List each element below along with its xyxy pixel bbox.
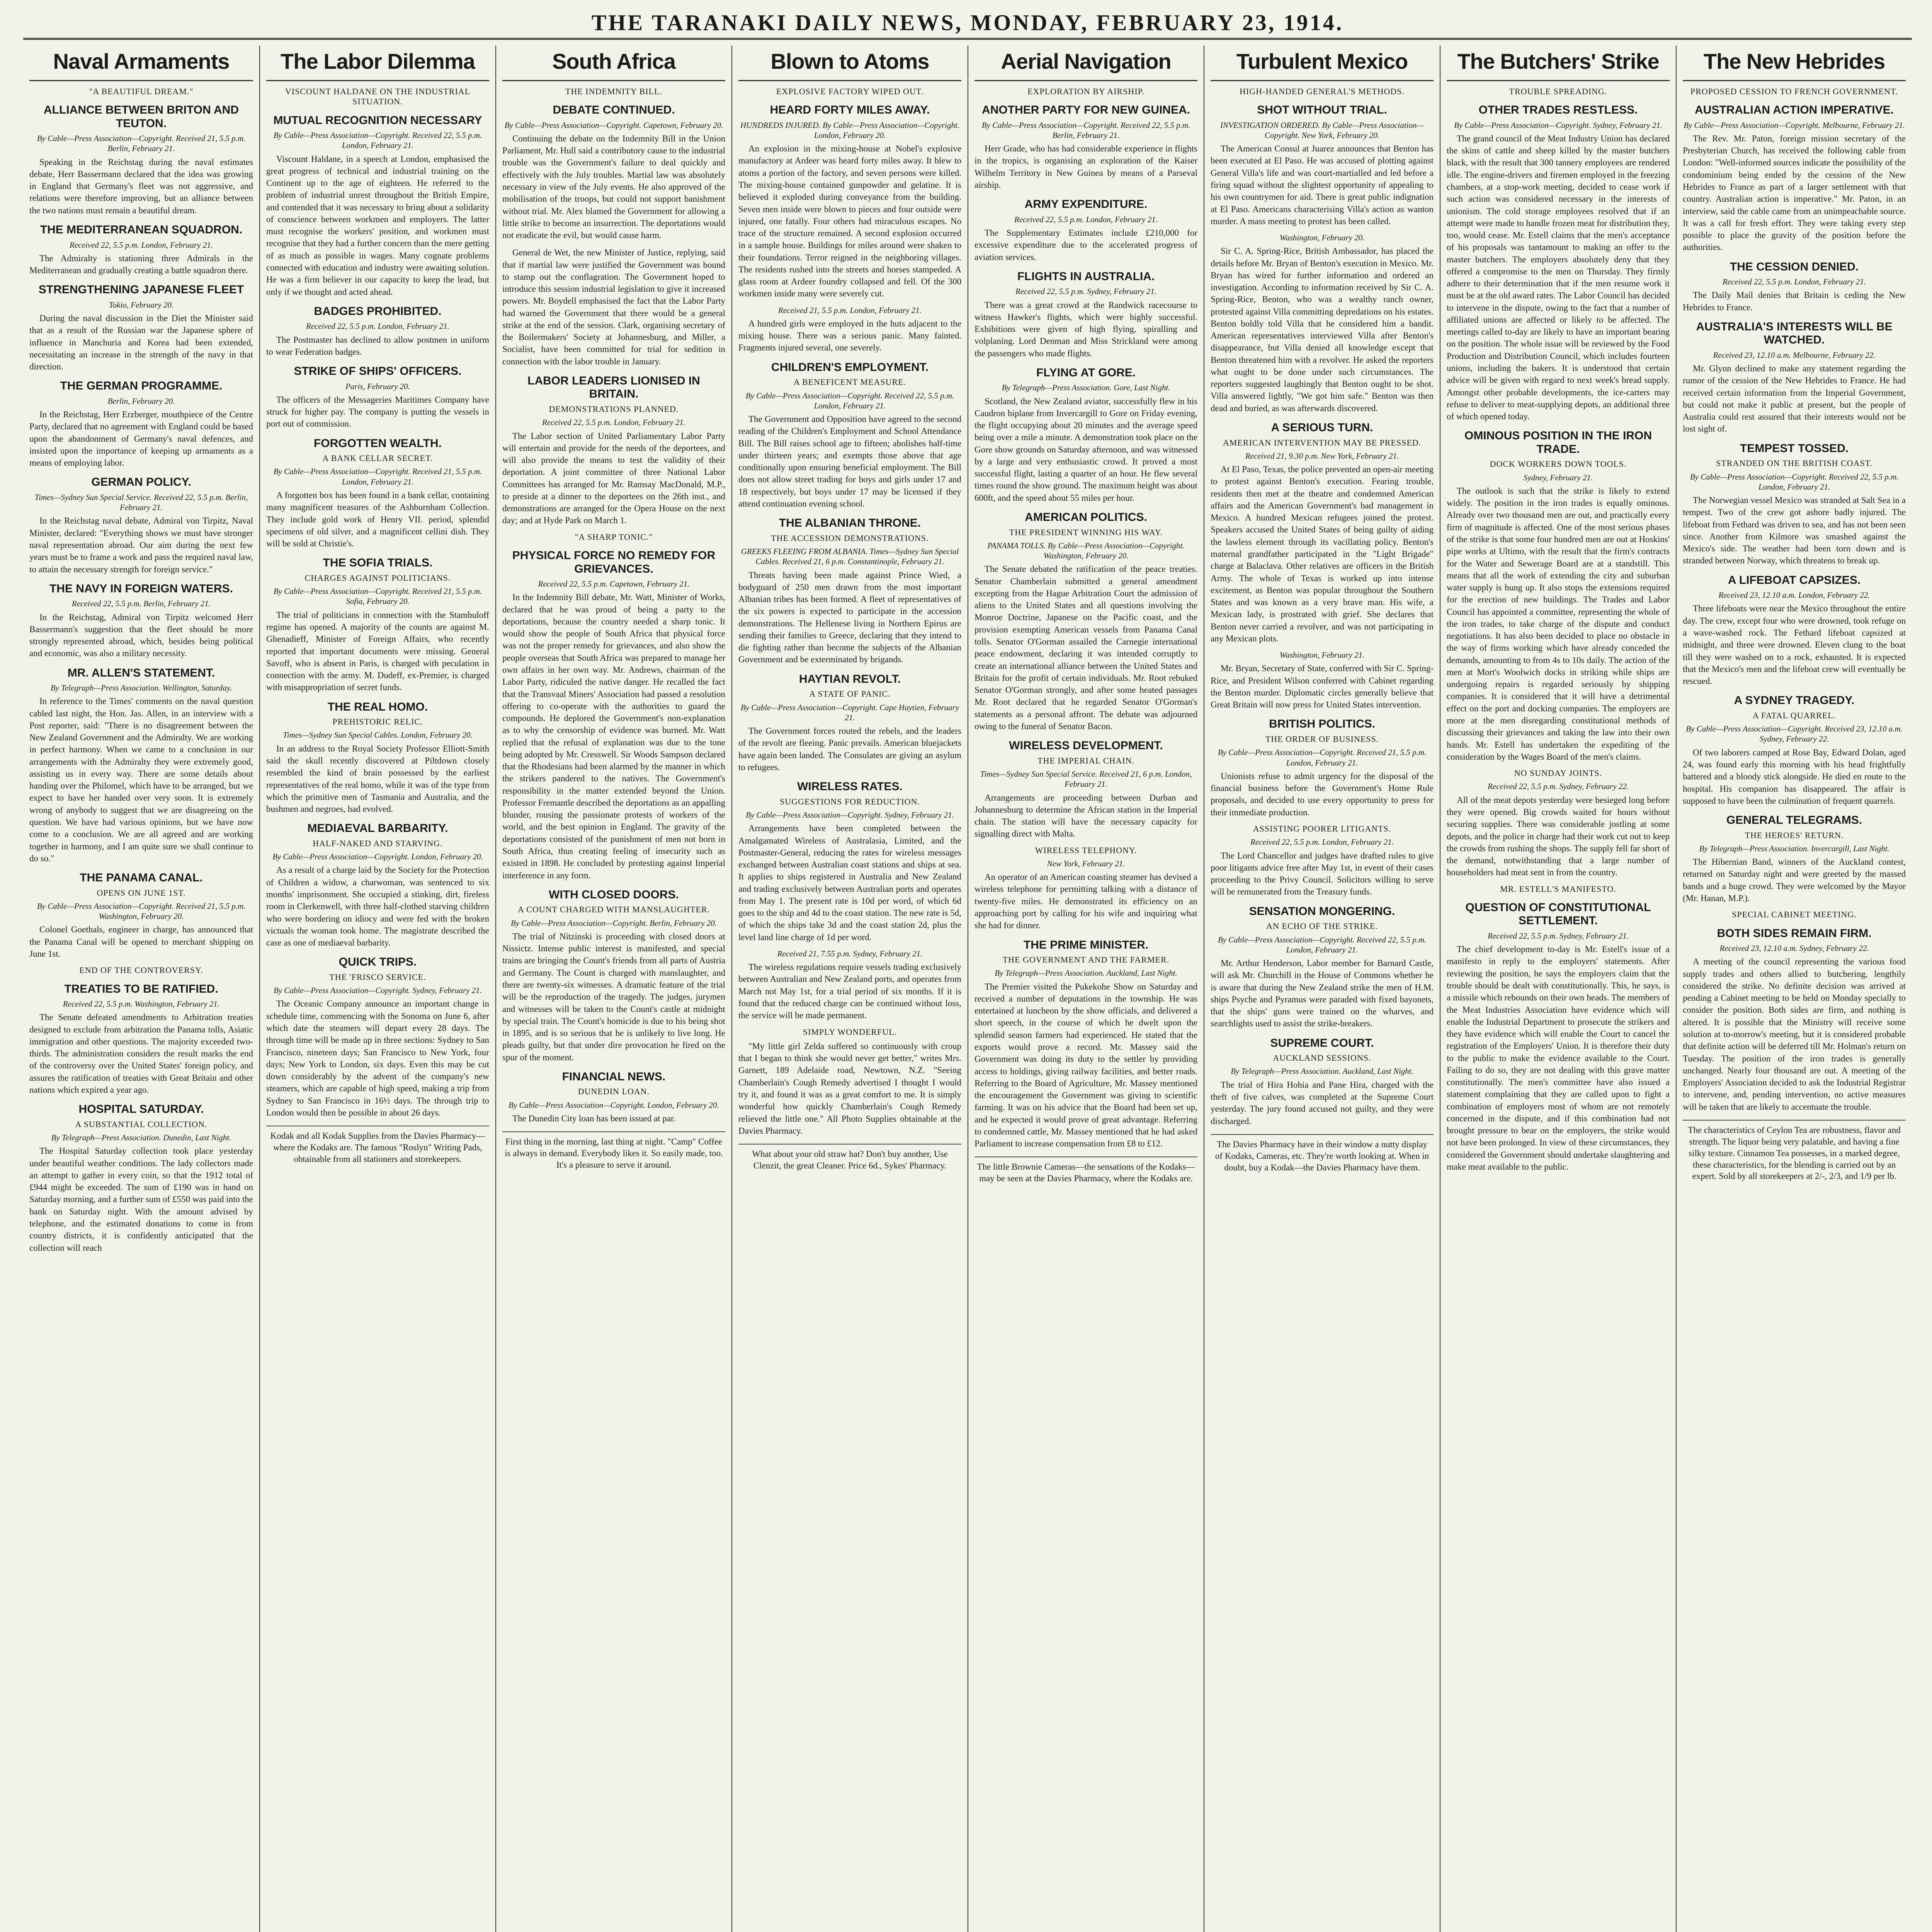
article-subhead: EXPLOSIVE FACTORY WIPED OUT. <box>776 86 924 96</box>
article <box>266 437 489 550</box>
article-headline: AMERICAN POLITICS. <box>1025 511 1147 524</box>
article-dateline: By Cable—Press Association—Copyright. Capetown, February 20. <box>504 120 723 130</box>
article-body: Sir C. A. Spring-Rice, British Ambassador, has placed the details before Mr. Bryan of Benton's execution in Mexico. Mr. Bryan has wired for further information and ordered an investigation. According to information received by Sir C. A. Spring-Rice, Benton, who was a wealthy ranch owner, protested against Villa committing depredations on his estates. Benton boldly told Villa that he considered him a bandit. American representatives interviewed Villa after Benton's disappearance, but Villa denied all knowledge except that Benton threatened him with a revolver. He asked the reporters what ought to be done under such circumstances. The reporters suggested laughingly that Benton ought to be shot. Villa answered lightly, "We got him safe." Benton was then dead and buried, as was afterwards discovered. <box>1211 246 1434 413</box>
article-dateline: By Cable—Press Association—Copyright. Cape Haytien, February 21. <box>740 702 959 722</box>
column-turbulent-mexico <box>1204 46 1440 1932</box>
article <box>1683 442 1906 567</box>
article-body: Scotland, the New Zealand aviator, successfully flew in his Caudron biplane from Invercargill to Gore on Friday evening, the flight occupying about 20 minutes and the average speed being over a mile a minute. A demonstration took place on the Gore show grounds on Saturday afternoon, and was witnessed by a large and very enthusiastic crowd. It proved a most successful flight, lasting a quarter of an hour. He flew several times round the show ground. The maximum height was about 600ft, and the speed about 55 miles per hour. <box>975 396 1197 503</box>
article-headline: MUTUAL RECOGNITION NECESSARY <box>273 114 482 127</box>
article-subhead: SUGGESTIONS FOR REDUCTION. <box>780 796 920 806</box>
article-subhead: ASSISTING POORER LITIGANTS. <box>1253 823 1391 833</box>
article-dateline: By Cable—Press Association—Copyright. Received 21, 5.5 p.m. Berlin, February 21. <box>37 134 246 153</box>
article-subhead: NO SUNDAY JOINTS. <box>1514 768 1602 778</box>
article-body: The officers of the Messageries Maritimes Company have struck for higher pay. The company is putting the vessels in port out of commission. <box>266 395 489 429</box>
article-headline: THE GERMAN PROGRAMME. <box>60 379 223 393</box>
article <box>1683 694 1906 807</box>
article-headline: FLYING AT GORE. <box>1036 366 1136 379</box>
article-dateline: By Cable—Press Association—Copyright. London, February 20. <box>509 1100 719 1110</box>
article-subhead: MR. ESTELL'S MANIFESTO. <box>1500 884 1616 894</box>
article <box>502 1070 725 1124</box>
article <box>29 965 253 1096</box>
article <box>266 701 489 815</box>
advertisement: The characteristics of Ceylon Tea are robustness, flavor and strength. The liquor being very palatable, and having a fine silky texture. Cinnamon Tea possesses, in a marked degree, these characteristics, for the blending is carried out by an expert. Sold by all storekeepers at 2/-, 2/3, and 1/9 per lb. <box>1683 1120 1906 1186</box>
article-dateline: Received 23, 12.10 a.m. London, February 22. <box>1718 590 1870 600</box>
article-body: The Lord Chancellor and judges have drafted rules to give poor litigants advice free after May 1st, in event of their cases proceeding to the Privy Council. Solicitors willing to serve will be remunerated from the Treasury funds. <box>1211 850 1434 897</box>
article-body: The trial of Nitzinski is proceeding with closed doors at Nissictz. Intense public interest is manifested, and special trains are bringing the Count's friends from all parts of Austria and Germany. The Count is charged with manslaughter, and there are twenty-six witnesses. A dramatic feature of the trial will be the reproduction of the tragedy. The judges, jurymen and witnesses will be taken to the Count's castle at midnight by special train. The Count's homicide is due to his being shot in 1895, and is so serious that he is unlikely to live long. He pleads guilty, but that under dire provocation he fired on the spur of the moment. <box>502 931 725 1062</box>
article-dateline: By Cable—Press Association—Copyright. Sydney, February 21. <box>746 810 954 820</box>
column-blown-to-atoms <box>731 46 968 1932</box>
article <box>1211 1037 1434 1127</box>
article-headline: HEARD FORTY MILES AWAY. <box>770 104 930 117</box>
article-body: The trial of Hira Hohia and Pane Hira, charged with the theft of five calves, was completed at the Supreme Court yesterday. The jury found accused not guilty, and they were discharged. <box>1211 1080 1434 1126</box>
article-subhead: THE GOVERNMENT AND THE FARMER. <box>1002 955 1170 965</box>
article-headline: AUSTRALIAN ACTION IMPERATIVE. <box>1695 104 1894 117</box>
article-body: As a result of a charge laid by the Society for the Protection of Children a widow, a charwoman, was sentenced to six months' imprisonment. She occupied a stinking, dirt, fireless room in Clerkenwell, with three half-clothed starving children who were bordering on idiocy and were fed with the broken victuals the woman took home. The magistrate described the case as one of mediaeval barbarity. <box>266 865 489 948</box>
article-dateline: By Cable—Press Association—Copyright. Received 22, 5.5 p.m. Berlin, February 21. <box>981 120 1190 140</box>
article-subhead: "A SHARP TONIC." <box>575 532 653 542</box>
article-body: In an address to the Royal Society Professor Elliott-Smith said the skull recently discovered at Piltdown closely resembled the kind of brain possessed by the earliest representatives of the real homo, while it was of the type from which the primitive men of Tasmania and Australia, and the bushmen and negroes, had evolved. <box>266 743 489 814</box>
article-subhead: SIMPLY WONDERFUL. <box>803 1027 897 1037</box>
article-dateline: HUNDREDS INJURED. By Cable—Press Association—Copyright. London, February 20. <box>740 120 959 140</box>
advertisement: The little Brownie Cameras—the sensations of the Kodaks—may be seen at the Davies Pharmacy, where the Kodaks are. <box>975 1156 1197 1188</box>
article-dateline: By Telegraph—Press Association. Invercargill, Last Night. <box>1699 844 1889 853</box>
article <box>738 673 961 773</box>
article-headline: BRITISH POLITICS. <box>1269 718 1375 731</box>
article <box>1683 574 1906 687</box>
article-subhead: DOCK WORKERS DOWN TOOLS. <box>1490 459 1627 469</box>
article-headline: A SYDNEY TRAGEDY. <box>1734 694 1855 707</box>
article <box>502 247 725 367</box>
article-dateline: Washington, February 21. <box>1279 650 1365 660</box>
article-dateline: By Cable—Press Association—Copyright. London, February 20. <box>272 852 483 862</box>
article-body: An operator of an American coasting steamer has devised a wireless telephone for permitting talking with a distance of twenty-five miles. He demonstrated its efficiency on an approaching port by calling for his wife and inquiring what she had for dinner. <box>975 872 1197 930</box>
article-dateline: Sydney, February 21. <box>1523 473 1593 482</box>
article-headline: TEMPEST TOSSED. <box>1740 442 1849 455</box>
article <box>975 845 1197 932</box>
article <box>738 949 961 1022</box>
article <box>975 366 1197 504</box>
article <box>29 87 253 216</box>
article-body: Mr. Arthur Henderson, Labor member for Barnard Castle, will ask Mr. Churchill in the House of Commons whether he is aware that during the New Zealand strike the men of H.M. ships Psyche and Pyramus were paraded with fixed bayonets, that the ships' guns were trained on the wharves, and searchlights used to assist the strike-breakers. <box>1211 958 1434 1029</box>
article-body: A meeting of the council representing the various food supply trades and others allied to butchering, lengthily considered the strike. No definite decision was arrived at pending a Cabinet meeting to be held on Monday specially to consider the position. Both sides are firm, and nothing is altered. It is possible that the Ministry will receive some solution at to-morrow's meeting, but it is considered probable that definite action will be deferred till Mr. Holman's return on Tuesday. The position of the iron trades is generally unchanged. Nearly four thousand are out. A meeting of the Employers' Association decided to ask the Industrial Registrar to intervene, and, pending intervention, no active measures will be taken that are likely to accentuate the trouble. <box>1683 957 1906 1112</box>
article-body: The Norwegian vessel Mexico was stranded at Salt Sea in a tempest. Two of the crew got ashore badly injured. The lifeboat from Fethard was driven to sea, and has not been seen since. Another from Kilmore was smashed against the Mexico's side. The weather had been torn down and is stranded between Norway, which threatens to break up. <box>1683 495 1906 566</box>
article <box>1211 233 1434 414</box>
article-dateline: Received 22, 5.5 p.m. Berlin, February 21. <box>71 599 211 609</box>
article <box>502 87 725 242</box>
article-headline: BADGES PROHIBITED. <box>314 304 442 318</box>
article-body: Unionists refuse to admit urgency for the disposal of the financial business before the Government's Home Rule proposals, and decided to use every opportunity to press for their immediate production. <box>1211 771 1434 817</box>
article-body: Colonel Goethals, engineer in charge, has announced that the Panama Canal will be opened to merchant shipping on June 1st. <box>29 925 253 959</box>
article-headline: GERMAN POLICY. <box>91 476 191 489</box>
article-subhead: OPENS ON JUNE 1ST. <box>97 888 186 898</box>
article-dateline: INVESTIGATION ORDERED. By Cable—Press Association—Copyright. New York, February 20. <box>1220 120 1424 140</box>
article-body: Herr Grade, who has had considerable experience in flights in the tropics, is organising an exploration of the Kaiser Wilhelm Territory in New Guinea by means of a Parseval airship. <box>975 144 1197 190</box>
article-dateline: Received 21, 9.30 p.m. New York, February 21. <box>1245 451 1399 461</box>
article <box>975 739 1197 840</box>
article-body: In the Reichstag naval debate, Admiral von Tirpitz, Naval Minister, declared: "Everything shows we must have stronger naval representation abroad. Our aim during the next few years must be to frame a work and pass the required naval law, to attain the necessary strength for foreign service." <box>29 516 253 574</box>
article-subhead: A BENEFICENT MEASURE. <box>793 377 906 387</box>
article-subhead: WIRELESS TELEPHONY. <box>1035 845 1137 855</box>
article <box>266 556 489 693</box>
article-body: Threats having been made against Prince Wied, a bodyguard of 250 men drawn from the most important Albanian tribes has been formed. A fleet of representatives of the six powers is expected to participate in the accession demonstrations. The Hellenese living in Northern Epirus are sending their families to Greece, declaring that they intend to die fighting rather than become the subjects of the Albanian Government and be exterminated by brigands. <box>738 570 961 665</box>
article-body: The Premier visited the Pukekohe Show on Saturday and received a number of deputations in the township. He was entertained at luncheon by the show officials, and delivered a short speech, in the course of which he dwelt upon the splendid season farmers had experienced. He stated that the exports would prove a record. Mr. Massey said the Government was doing its duty to the settler by providing access to holdings, giving railway facilities, and better roads. Referring to the Board of Agriculture, Mr. Massey mentioned the encouragement the Government was giving to scientific farming. It was on his advice that the Board had been set up, and he expected it would prove of great advantage. Referring to condemned cattle, Mr. Massey mentioned that he had asked Parliament to increase compensation from £8 to £12. <box>975 981 1197 1149</box>
article <box>1211 718 1434 818</box>
article-body: Mr. Bryan, Secretary of State, conferred with Sir C. Spring-Rice, and President Wilson conferred with Cabinet regarding the Benton murder. Diplomatic circles generally believe that Great Britain will now press for United States intervention. <box>1211 663 1434 710</box>
article-headline: WIRELESS DEVELOPMENT. <box>1009 739 1163 752</box>
article <box>266 305 489 358</box>
article-dateline: By Cable—Press Association—Copyright. Received 22, 5.5 p.m. London, February 21. <box>745 391 954 410</box>
article-dateline: Received 22, 5.5 p.m. London, February 21. <box>1014 214 1158 224</box>
article-dateline: By Telegraph—Press Association. Wellington, Saturday. <box>50 683 232 693</box>
article <box>266 365 489 430</box>
article-subhead: AUCKLAND SESSIONS. <box>1273 1053 1371 1063</box>
article-dateline: Received 22, 5.5 p.m. Sydney, February 21. <box>1487 931 1629 940</box>
article-headline: QUICK TRIPS. <box>338 956 417 969</box>
article-subhead: THE INDEMNITY BILL. <box>565 86 662 96</box>
article-subhead: THE 'FRISCO SERVICE. <box>329 972 426 982</box>
article <box>29 582 253 660</box>
article-subhead: THE IMPERIAL CHAIN. <box>1037 755 1134 765</box>
article <box>1211 87 1434 227</box>
advertisement: What about your old straw hat? Don't buy another, Use Clenzit, the great Cleaner. Price 6d., Sykes' Pharmacy. <box>738 1144 961 1175</box>
article-dateline: Received 22, 5.5 p.m. London, February 21. <box>1723 277 1866 287</box>
article <box>1211 824 1434 898</box>
article-dateline: Berlin, February 20. <box>107 396 175 406</box>
article <box>266 956 489 1119</box>
article <box>1211 905 1434 1030</box>
article-dateline: By Telegraph—Press Association. Auckland, Last Night. <box>995 968 1177 978</box>
article-body: The American Consul at Juarez announces that Benton has been executed at El Paso. He was accused of plotting against General Villa's life and was court-martialled and led before a firing squad without the slightest opportunity of appealing to his own countrymen for aid. There is great public indignation at El Paso. Americans characterising Villa's action as wanton murder. A mass meeting to protest has been called. <box>1211 144 1434 226</box>
article-dateline: Received 21, 5.5 p.m. London, February 21. <box>778 305 922 315</box>
article-headline: FLIGHTS IN AUSTRALIA. <box>1017 270 1155 283</box>
article-subhead: PROPOSED CESSION TO FRENCH GOVERNMENT. <box>1690 86 1898 96</box>
column-heading: Turbulent Mexico <box>1211 46 1434 81</box>
article-headline: BOTH SIDES REMAIN FIRM. <box>1717 927 1872 940</box>
article-dateline: By Cable—Press Association—Copyright. Sydney, February 21. <box>274 986 482 995</box>
article-subhead: PREHISTORIC RELIC. <box>332 717 423 727</box>
column-butchers-strike <box>1440 46 1676 1932</box>
article-dateline: Times—Sydney Sun Special Service. Received 22, 5.5 p.m. Berlin, February 21. <box>34 492 248 512</box>
article-headline: LABOR LEADERS LIONISED IN BRITAIN. <box>527 374 700 401</box>
article-headline: SHOT WITHOUT TRIAL. <box>1257 104 1387 117</box>
column-heading: The New Hebrides <box>1683 46 1906 81</box>
article-headline: MR. ALLEN'S STATEMENT. <box>67 666 215 679</box>
article <box>1447 768 1670 879</box>
article-headline: ARMY EXPENDITURE. <box>1024 198 1148 211</box>
article-body: All of the meat depots yesterday were besieged long before they were opened. Big crowds waited for hours without securing supplies. There was considerable jostling at some depots, and the police in charge had their work cut out to keep the crowds from rushing the shops. The supply fell far short of the demand, notwithstanding that a large number of householders had meat sent in from the country. <box>1447 795 1670 878</box>
advertisement: The Davies Pharmacy have in their window a nutty display of Kodaks, Cameras, etc. They're worth looking at. When in doubt, buy a Kodak—the Davies Pharmacy have them. <box>1211 1134 1434 1177</box>
article-headline: WITH CLOSED DOORS. <box>549 888 679 901</box>
column-south-africa <box>495 46 731 1932</box>
article-body: During the naval discussion in the Diet the Minister said that as a result of the Russian war the Japanese sphere of influence in Manchuria and Korea had been extended, necessitating an increase in the strength of the navy in that direction. <box>29 313 253 372</box>
article <box>738 780 961 943</box>
article-subhead: DEMONSTRATIONS PLANNED. <box>549 404 679 414</box>
article-body: Of two laborers camped at Rose Bay, Edward Dolan, aged 24, was found early this morning with his head frightfully battered and a bloody stick alongside. He died en route to the hospital. His companion has disappeared. The affair is supposed to have been the culmination of frequent quarrels. <box>1683 747 1906 806</box>
article-body: Speaking in the Reichstag during the naval estimates debate, Herr Bassermann declared that the idea was growing in England that Germany's fleet was not aggressive, and relations were therefore improving, but an alliance between the two nations must remain a beautiful dream. <box>29 157 253 215</box>
article-dateline: By Cable—Press Association—Copyright. Received 21, 5.5 p.m. London, February 21. <box>273 467 482 486</box>
article-dateline: By Cable—Press Association—Copyright. Received 21, 5.5 p.m. Sofia, February 20. <box>273 587 482 606</box>
article-body: The outlook is such that the strike is likely to extend widely. The position in the iron trades is equally ominous. Already over two thousand men are out, and practically every firm of magnitude is affected. One of the most serious phases of the strike is that some four hundred men are out at Hoskins' pipe works at Ultimo, with the result that the firm's contracts for the Water and Sewerage Board are at a standstill. This means that all the work of extending the city and suburban water supply is hung up. It also stops the extensions required for the erection of new buildings. The Trades and Labor Council has appointed a committee, representing the whole of the iron trades, to take charge of the dispute and conduct negotiations. It has also been decided to place no obstacle in the way of firms working which have already conceded the demands, amounting to from 4s to 10s daily. The action of the men at Mort's Woolwich docks in striking while ships are undergoing repairs is regarded seriously by shipping companies. It is considered that it will have a detrimental effect on the port and docking companies. The employers are more at the men disregarding constitutional methods of discussing their grievances and taking the law into their own hands. Mr. Estell has undertaken the expediting of the consideration by the Wages Board of the men's claims. <box>1447 486 1670 762</box>
article-body: In reference to the Times' comments on the naval question cabled last night, the Hon. Jas. Allen, in an interview with a Post reporter, said: "There is no disagreement between the New Zealand Government and the Admiralty. We are working in perfect harmony. When we came to a conclusion in our arrangements with the Admiralty they were extremely good, assisting us in every way. There are some details about handing over the Philomel, which have to be arranged, but we expect to have her handed over very soon. It is extremely wrong of anybody to suggest that we are disagreeing on the question. We have had various opinions, but we have now come to a conclusion. We are all agreed and are working together in harmony, and I am quite sure we shall continue to do so." <box>29 696 253 863</box>
article <box>1683 87 1906 253</box>
article-dateline: Received 23, 12.10 a.m. Sydney, February 22. <box>1719 944 1869 953</box>
advertisement: Kodak and all Kodak Supplies from the Davies Pharmacy—where the Kodaks are. The famous "Roslyn" Writing Pads, obtainable from all stationers and storekeepers. <box>266 1126 489 1169</box>
article-headline: THE MEDITERRANEAN SQUADRON. <box>40 223 243 236</box>
column-heading: South Africa <box>502 46 725 81</box>
article <box>1447 884 1670 1173</box>
article-dateline: GREEKS FLEEING FROM ALBANIA. Times—Sydney Sun Special Cables. Received 21, 6 p.m. Constantinople, February 21. <box>741 547 959 566</box>
article-headline: THE CESSION DENIED. <box>1730 260 1859 273</box>
article-body: At El Paso, Texas, the police prevented an open-air meeting to protest against Benton's execution. Fearing trouble, residents then met at the theatre and condemned American affairs and the American Government's bad management in Mexico. A hundred Mexican refugees joined the protest. Speakers accused the United States of being guilty of aiding the lawless element through its vacillating policy. Benton's maternal grandfather participated in the "Light Brigade" charge at Balaclava. Other relatives are officers in the British Army. The whole of Texas is worked up into intense excitement, as Benton was popular throughout the Southern States and was known as a very brave man. His wife, a Mexican lady, is prostrated with grief. She declares that Benton never carried a revolver, and was not participating in any Mexican plots. <box>1211 464 1434 643</box>
article-body: The chief development to-day is Mr. Estell's issue of a manifesto in reply to the employers' statements. After reviewing the position, he says the employers claim that the trouble should be dealt with constitutionally. This, he says, is a missile which rebounds on their own heads. The members of the Meat Industries Association have evidence which will enable the Industrial Department to prosecute the strikers and they have evidence which will enable the Court to cancel the registration of the Employers' Union. It is therefore their duty to the public to make the evidence available to the Court. Failing to do so, they are not dealing with this grave matter constitutionally. The men's committee have also issued a statement complaining that they are called upon to fight a combination of employers most of whom are not remotely concerned in the dispute, and if this combination had not brought pressure to bear on the employers, the strike would not have been prolonged. In view of these circumstances, they considered the Government should undertake slaughtering and make meat available to the public. <box>1447 944 1670 1172</box>
article-subhead: DUNEDIN LOAN. <box>578 1087 650 1097</box>
article-body: Mr. Glynn declined to make any statement regarding the rumor of the cession of the New Hebrides to France. He had received certain information from the Imperial Government, but could not make it public at present, but the people of Australia could rest assured that their interests would not be lost sight of. <box>1683 364 1906 434</box>
article-body: Continuing the debate on the Indemnity Bill in the Union Parliament, Mr. Hull said a contributory cause to the industrial trouble was the Government's failure to deal quickly and effectively with the July troubles. Martial law was absolutely necessary in view of the July events. He also approved of the mobilisation of the troops, but could not support banishment without trial. Mr. Alex blamed the Government for allowing a little strike to become an insurrection. The deportations would not eradicate the evil, but would cause harm. <box>502 133 725 240</box>
article-headline: ANOTHER PARTY FOR NEW GUINEA. <box>982 104 1190 117</box>
article <box>502 374 725 527</box>
article-body: The Hibernian Band, winners of the Auckland contest, returned on Saturday night and were greeted by the massed bands and a huge crowd. They were welcomed by the Mayor (Mr. Hanan, M.P.). <box>1683 857 1906 903</box>
article-subhead: A STATE OF PANIC. <box>809 689 891 699</box>
article-body: An explosion in the mixing-house at Nobel's explosive manufactory at Ardeer was heard forty miles away. It blew to atoms a portion of the factory, and seven persons were killed. The mixing-house contained gunpowder and gelatine. It is believed it exploded during conveyance from the building. Seven men inside were blown to pieces and four outside were injured, one fatally. Four others had miraculous escapes. No trace of the structure remained. A second explosion occurred in a sample house. Buildings for miles around were shaken to their foundations. Terror reigned in the neighboring villages. The residents rushed into the streets and horses stampeded. A glass room at Ardeer foundry collapsed and fell. Of the 300 workmen inside many were severely cut. <box>738 144 961 299</box>
article-dateline: Received 22, 5.5 p.m. Washington, February 21. <box>63 999 220 1009</box>
article-dateline: By Cable—Press Association—Copyright. Berlin, February 20. <box>510 918 717 928</box>
article-headline: THE PRIME MINISTER. <box>1023 938 1149 951</box>
article-headline: HAYTIAN REVOLT. <box>799 672 901 685</box>
article-subhead: END OF THE CONTROVERSY. <box>79 965 203 975</box>
article-dateline: Received 22, 5.5 p.m. Capetown, February 21. <box>538 579 690 589</box>
article-dateline: Paris, February 20. <box>345 381 410 391</box>
article-headline: A SERIOUS TURN. <box>1271 421 1373 434</box>
article-headline: FORGOTTEN WEALTH. <box>313 437 442 450</box>
article-dateline: Received 22, 5.5 p.m. London, February 21. <box>70 240 213 250</box>
article-body: General de Wet, the new Minister of Justice, replying, said that if martial law were justified the Government was bound to stamp out the conflagration. The Government hoped to introduce this session industrial legislation to give it increased powers. Mr. Boydell emphasised the fact that the Labor Party had warned the Government that there would be a general strike at the end of the session. Clark, organising secretary of the Boilermakers' Society at Johannesburg, and Miller, a Socialist, have been committed for trial for sedition in connection with the labor trouble in January. <box>502 248 725 366</box>
article-headline: THE PANAMA CANAL. <box>80 871 203 884</box>
article-dateline: Received 22, 5.5 p.m. London, February 21. <box>542 418 685 427</box>
article-body: A hundred girls were employed in the huts adjacent to the mixing house. There was a serious panic. Many fainted. Fragments injured several, one severely. <box>738 318 961 353</box>
article <box>1683 260 1906 313</box>
column-aerial-navigation <box>968 46 1204 1932</box>
article-dateline: Received 22, 5.5 p.m. London, February 21. <box>1250 837 1394 847</box>
article-headline: MEDIAEVAL BARBARITY. <box>307 822 448 835</box>
column-heading: The Butchers' Strike <box>1447 46 1670 81</box>
article-body: Viscount Haldane, in a speech at London, emphasised the great progress of technical and industrial training on the Continent up to the age of eighteen. He referred to the problem of industrial unrest throughout the British Empire, and contended that it was necessary to bring about a solidarity of conscience between workmen and employers. The latter must recognise the workers' position, and workmen must recognise that they had a further concern than the mere getting of as much as possible in wages. Many cognate problems connected with education and industry were awaiting solution. He was a firm believer in our capacity to keep the lead, but only if we thought and acted ahead. <box>266 154 489 297</box>
article <box>29 223 253 276</box>
article-body: The Admiralty is stationing three Admirals in the Mediterranean and gradually creating a battle squadron there. <box>29 253 253 276</box>
column-labor-dilemma <box>259 46 495 1932</box>
article-body: Three lifeboats were near the Mexico throughout the entire day. The crew, except four who were drowned, took refuge on a wave-washed rock. The Fethard lifeboat capsized at midnight, and three were drowned. Eleven clung to the boat till they were washed on to a rock, exhausted. It is expected that the Mexico's men and the lifeboat crew will eventually be rescued. <box>1683 604 1906 686</box>
article-body: There was a great crowd at the Randwick racecourse to witness Hawker's flights, which were highly successful. Exhibitions were given of high flying, spiralling and volplaning. Lord Denman and Miss Strickland were among the passengers who made flights. <box>975 300 1197 358</box>
article-headline: WIRELESS RATES. <box>797 780 903 793</box>
article-subhead: TROUBLE SPREADING. <box>1509 86 1607 96</box>
article-dateline: By Cable—Press Association—Copyright. Melbourne, February 21. <box>1684 120 1905 130</box>
article <box>738 87 961 300</box>
article-dateline: New York, February 21. <box>1047 859 1125 868</box>
article <box>1211 650 1434 711</box>
article-headline: AUSTRALIA'S INTERESTS WILL BE WATCHED. <box>1696 320 1893 347</box>
article <box>29 283 253 372</box>
article-headline: QUESTION OF CONSTITUTIONAL SETTLEMENT. <box>1465 901 1651 927</box>
article-body: Arrangements are proceeding between Durban and Johannesburg to determine the African station in the Imperial chain. The station will have the necessary capacity for signalling direct with Malta. <box>975 793 1197 839</box>
article-dateline: Times—Sydney Sun Special Service. Received 21, 6 p.m. London, February 21. <box>980 769 1192 789</box>
article-dateline: Received 21, 7.55 p.m. Sydney, February 21. <box>777 949 923 958</box>
article-headline: SUPREME COURT. <box>1270 1036 1374 1049</box>
article-dateline: By Telegraph—Press Association. Gore, Last Night. <box>1002 383 1170 393</box>
article <box>1683 814 1906 904</box>
article-subhead: THE HEROES' RETURN. <box>1745 830 1844 840</box>
article <box>975 270 1197 359</box>
article-body: In the Reichstag, Herr Erzberger, mouthpiece of the Centre Party, declared that no agreement with England could be based upon the abandonment of Germany's naval defences, and insisted upon the importance of keeping up armaments as a means of employing labor. <box>29 410 253 468</box>
article <box>29 476 253 575</box>
article-dateline: Received 23, 12.10 a.m. Melbourne, February 22. <box>1713 350 1876 360</box>
article-body: The Daily Mail denies that Britain is ceding the New Hebrides to France. <box>1683 290 1906 312</box>
article-body: The Oceanic Company announce an important change in schedule time, commencing with the Sonoma on June 6, after which date the steamers will depart every 28 days. The through time will be made up in three sections: Sydney to San Francisco, nineteen days; San Francisco to New York, four days; New York to London, six days. Even this may be cut down considerably by the advent of the company's new steamers, which are capable of high speed, making a trip from Sydney to San Francisco in 16½ days. The through trip to London would then be possible in about 26 days. <box>266 999 489 1117</box>
article-dateline: Times—Sydney Sun Special Cables. London, February 20. <box>283 730 473 740</box>
article-body: In the Indemnity Bill debate, Mr. Watt, Minister of Works, declared that he was proud of being a party to the deportations, because the country needed a sharp tonic. It would show the people of South Africa that physical force was not the proper remedy for grievances, and also show the people overseas that South Africa was prepared to manage her own affairs in her own way. Mr. Andrews, chairman of the Labor Party, ridiculed the native danger. He recalled the fact that the Transvaal Miners' Association had passed a resolution offering to co-operate with the authorities to guard the compounds. He deplored the Government's non-explanation as to why the censorship of evidence was burned. Mr. Watt replied that the refusal of explanation was due to the tone being adopted by Mr. Cresswell. Sir Woods Sampson declared that the Rhodesians had been alarmed by the manner in which the strikers pandered to the natives. The Government's responsibility in the matter extended beyond the Union. Professor Fremantle described the deportations as an appalling blunder, rousing the passionate protests of workers of the world, and the best opinion in England. The gravity of the deportations consisted of the punishment of men not born in South Africa, thus creating feeling of insecurity such as existed in 1898. He concluded by protesting against Imperial interference in any form. <box>502 592 725 880</box>
article <box>502 532 725 881</box>
article-subhead: A COUNT CHARGED WITH MANSLAUGHTER. <box>517 905 710 915</box>
article-subhead: A BANK CELLAR SECRET. <box>322 453 433 463</box>
article-body: "My little girl Zelda suffered so continuously with croup that I began to think she would never get better," writes Mrs. Garnett, 189 Adelaide road, Newtown, N.Z. "Seeing Chamberlain's Cough Remedy advertised I thought I would try it, and found it was as a great comfort to me. It is simply wonderful how quickly Chamberlain's Cough Remedy relieved the little one." All Photo Supplies obtainable at the Davies Pharmacy. <box>738 1041 961 1136</box>
article-body: The Postmaster has declined to allow postmen in uniform to wear Federation badges. <box>266 335 489 357</box>
article-body: The Government forces routed the rebels, and the leaders of the revolt are fleeing. Panic prevails. American bluejackets have again been landed. The Consulates are giving an asylum to refugees. <box>738 726 961 772</box>
article-subhead: THE PRESIDENT WINNING HIS WAY. <box>1009 527 1163 537</box>
article-body: The Supplementary Estimates include £210,000 for excessive expenditure due to the accelerated progress of aviation services. <box>975 228 1197 262</box>
article-headline: CHILDREN'S EMPLOYMENT. <box>771 361 929 374</box>
article-dateline: Washington, February 20. <box>1279 233 1365 243</box>
article-dateline: By Cable—Press Association—Copyright. Received 23, 12.10 a.m. Sydney, February 22. <box>1686 724 1903 744</box>
article-dateline: By Telegraph—Press Association. Dunedin, Last Night. <box>51 1133 231 1143</box>
masthead: THE TARANAKI DAILY NEWS, MONDAY, FEBRUARY 23, 1914. <box>23 7 1912 40</box>
article <box>1683 320 1906 435</box>
column-heading: The Labor Dilemma <box>266 46 489 81</box>
article-body: The Hospital Saturday collection took place yesterday under beautiful weather conditions. The lady collectors made an attempt to gather in every coin, so that the 1912 total of £944 might be exceeded. The sum of £190 was in hand on Saturday morning, and a further sum of £550 was paid into the bank on Saturday night. With the amount advised by telephone, and the estimated donations to come in from country districts, it is confidently anticipated that the collection will reach <box>29 1146 253 1253</box>
article-dateline: Tokio, February 20. <box>109 300 174 310</box>
article-dateline: By Cable—Press Association—Copyright. Received 21, 5.5 p.m. Washington, February 20. <box>37 901 246 921</box>
article-body: The Labor section of United Parliamentary Labor Party will entertain and provide for the needs of the deportees, and will also provide the means to test the validity of their deportation. A joint committee of three National Labor Committees has arranged for Mr. Ramsay MacDonald, M.P., to preside at a dinner to the deportees on the 26th inst., and demonstrations are arranged for the Opera House on the next day; and at Hyde Park on March 1. <box>502 431 725 526</box>
article-subhead: EXPLORATION BY AIRSHIP. <box>1027 86 1145 96</box>
article-subhead: CHARGES AGAINST POLITICIANS. <box>304 573 451 583</box>
column-heading: Blown to Atoms <box>738 46 961 81</box>
article-subhead: HALF-NAKED AND STARVING. <box>313 838 443 848</box>
article-subhead: A SUBSTANTIAL COLLECTION. <box>75 1119 207 1129</box>
article-dateline: By Telegraph—Press Association. Auckland, Last Night. <box>1231 1066 1413 1076</box>
advertisement: First thing in the morning, last thing at night. "Camp" Coffee is always in demand. Everybody likes it. So easily made, too. It's a pleasure to serve it around. <box>502 1131 725 1175</box>
article <box>975 198 1197 263</box>
article-headline: STRENGTHENING JAPANESE FLEET <box>38 283 244 296</box>
article <box>266 87 489 298</box>
article-body: The Government and Opposition have agreed to the second reading of the Children's Employment and School Attendance Bill. The Bill raises school age to fifteen; abolishes half-time under thirteen years; and exempts those above that age conditionally upon ensuring beneficial employment. The Bill does not allow street trading for boys and girls under 17 and 18 respectively, but boys under 17 may be licensed if they attend continuation evening school. <box>738 414 961 509</box>
article-subhead: SPECIAL CABINET MEETING. <box>1732 910 1857 920</box>
article-headline: THE NAVY IN FOREIGN WATERS. <box>49 582 233 595</box>
newspaper-columns <box>23 46 1912 1932</box>
article-headline: TREATIES TO BE RATIFIED. <box>64 982 218 995</box>
article <box>975 87 1197 191</box>
article-subhead: STRANDED ON THE BRITISH COAST. <box>1716 458 1873 468</box>
column-naval-armaments <box>23 46 259 1932</box>
article-dateline: Received 22, 5.5 p.m. Sydney, February 21. <box>1015 287 1157 296</box>
article-body: The trial of politicians in connection with the Stambuloff regime has opened. A majority of the counts are against M. Ghenadieff, Minister of Foreign Affairs, who recently reported that important documents were missing. General Savoff, who is absent in Paris, is charged with peculation in connection with the army. M. Dudeff, ex-Premier, is charged with misappropriation of secret funds. <box>266 610 489 692</box>
article <box>1447 429 1670 763</box>
article <box>738 1027 961 1137</box>
article-body: The Dunedin City loan has been issued at par. <box>512 1113 676 1123</box>
column-heading: Naval Armaments <box>29 46 253 81</box>
article <box>738 305 961 354</box>
article-body: A forgotten box has been found in a bank cellar, containing many magnificent treasures of the Ashburnham Collection. They include gold work of Henry VII. period, splendid specimens of old silver, and a magnificent cellini dish. They will be sold at Christie's. <box>266 490 489 549</box>
article-dateline: Received 22, 5.5 p.m. Sydney, February 22. <box>1487 782 1629 791</box>
article-subhead: VISCOUNT HALDANE ON THE INDUSTRIAL SITUATION. <box>285 86 471 107</box>
article-headline: ALLIANCE BETWEEN BRITON AND TEUTON. <box>44 104 239 130</box>
article-body: In the Reichstag, Admiral von Tirpitz welcomed Herr Bassermann's suggestion that the fleet should be more strongly represented abroad, which, besides being political and economic, was also a military necessity. <box>29 612 253 658</box>
article-headline: STRIKE OF SHIPS' OFFICERS. <box>294 365 462 378</box>
article-subhead: A FATAL QUARREL. <box>1752 710 1836 720</box>
article-headline: THE ALBANIAN THRONE. <box>779 517 921 530</box>
article-subhead: AN ECHO OF THE STRIKE. <box>1266 921 1378 931</box>
article-dateline: PANAMA TOLLS. By Cable—Press Association—Copyright. Washington, February 20. <box>987 541 1185 561</box>
article <box>1683 910 1906 1113</box>
article-dateline: By Cable—Press Association—Copyright. Received 21, 5.5 p.m. London, February 21. <box>1218 748 1427 767</box>
article-headline: FINANCIAL NEWS. <box>562 1070 666 1083</box>
article-headline: THE REAL HOMO. <box>327 700 428 713</box>
article-body: The Senate defeated amendments to Arbitration treaties designed to exclude from arbitration the Panama tolls, Asiatic immigration and other questions. The majority exceeded two-thirds. The administration considers the result marks the end of the controversy over the United States' foreign policy, and assures the ratification of treaties with Great Britain and other nations which expired a year ago. <box>29 1012 253 1095</box>
article-dateline: By Cable—Press Association—Copyright. Sydney, February 21. <box>1454 120 1662 130</box>
article-headline: HOSPITAL SATURDAY. <box>78 1103 204 1116</box>
article-dateline: By Cable—Press Association—Copyright. Received 22, 5.5 p.m. London, February 21. <box>1218 935 1427 954</box>
article-body: The wireless regulations require vessels trading exclusively between Australian and New Zealand ports, and operates from March not May 1st, for a trial period of six months. If it is found that the reduced charge can be continued without loss, the service will be made permanent. <box>738 962 961 1020</box>
article <box>975 511 1197 732</box>
article <box>1211 421 1434 645</box>
column-heading: Aerial Navigation <box>975 46 1197 81</box>
article <box>266 822 489 949</box>
article <box>738 361 961 510</box>
article-body: The Senate debated the ratification of the peace treaties. Senator Chamberlain submitted a general amendment excepting from the Hague Arbitration Court the admission of aliens to the United States and all questions involving the Monroe Doctrine, Japanese on the Pacific coast, and the provision exempting American vessels from Panama Canal tolls. Senator O'Gorman assailed the Carnegie international peace endowment, declaring it was intended corruptly to create an international alliance between the United States and Britain for the profit of certain individuals. Mr. Root rebuked Senator O'Gorman strongly, and after some heated passages Mr. Root declared that he regarded Senator O'Gorman's statements as a personal affront. The debate was adjourned owing to the funeral of Senator Bacon. <box>975 564 1197 731</box>
article-dateline: By Cable—Press Association—Copyright. Received 22, 5.5 p.m. London, February 21. <box>273 131 482 150</box>
article-headline: DEBATE CONTINUED. <box>553 104 675 117</box>
article-headline: GENERAL TELEGRAMS. <box>1726 814 1862 827</box>
article-body: Arrangements have been completed between the Amalgamated Wireless of Australasia, Limited, and the Postmaster-General, reducing the rates for wireless messages exchanged between Australian coast stations and ships at sea. It applies to ships registered in Australia and New Zealand and trading exclusively between Australian ports and operates from May 1. The present rate is 10d per word, of which 6d goes to the ship and 4d to the coast station. The new rate is 5d, of which the ships take 3d and the coast station 2d, plus the level land line charge of 1d per word. <box>738 823 961 942</box>
article <box>1447 87 1670 423</box>
article-body: The grand council of the Meat Industry Union has declared the skins of cattle and sheep killed by the master butchers black, with the result that 300 tannery employees are rendered idle. The engine-drivers and firemen employed in the freezing chambers, at a stop-work meeting, decided to cease work if such action was considered necessary in the interests of unionism. The cold storage employees resolved that if an attempt were made to handle frozen meat for distribution they, too, would cease. Mr. Estell claims that the men's acceptance of his proposals was tantamount to making an offer to the master butchers. The employers absolutely deny that they offered a compromise to the men on Thursday. They firmly adhere to their determination that if the men resume work it must be at the old award rates. The Labor Council has decided to intervene in the dispute, owing to the fact that a number of affiliated unions are affected or likely to be affected. The meetings called to-day are likely to have an important bearing on the position. The whole issue will be reviewed by the Food Production and Distribution Council, which includes fourteen unions, including the bakers. It is understood that certain advice will be given with regard to next week's bread supply. Amongst other probable developments, the ice-carters may refuse to deliver to meat-supplying depots, an additional three of which opened today. <box>1447 133 1670 422</box>
article <box>975 939 1197 1150</box>
article-headline: THE SOFIA TRIALS. <box>323 556 433 570</box>
article-headline: OMINOUS POSITION IN THE IRON TRADE. <box>1464 429 1652 456</box>
article <box>29 667 253 864</box>
article-headline: A LIFEBOAT CAPSIZES. <box>1728 573 1861 587</box>
article <box>738 517 961 666</box>
article <box>29 871 253 960</box>
column-new-hebrides <box>1676 46 1912 1932</box>
article-headline: SENSATION MONGERING. <box>1249 905 1395 918</box>
article-subhead: THE ACCESSION DEMONSTRATIONS. <box>771 533 929 543</box>
article <box>29 379 253 469</box>
article <box>29 1103 253 1254</box>
article-subhead: "A BEAUTIFUL DREAM." <box>89 86 194 96</box>
article-subhead: HIGH-HANDED GENERAL'S METHODS. <box>1240 86 1405 96</box>
article <box>502 888 725 1063</box>
article-headline: PHYSICAL FORCE NO REMEDY FOR GRIEVANCES. <box>512 549 716 575</box>
article-headline: OTHER TRADES RESTLESS. <box>1478 104 1638 117</box>
article-subhead: AMERICAN INTERVENTION MAY BE PRESSED. <box>1223 437 1422 447</box>
article-dateline: Received 22, 5.5 p.m. London, February 21. <box>306 321 449 331</box>
article-dateline: By Cable—Press Association—Copyright. Received 22, 5.5 p.m. London, February 21. <box>1690 472 1899 492</box>
article-body: The Rev. Mr. Paton, foreign mission secretary of the Presbyterian Church, has received the following cable from London: "Well-informed sources indicate the possibility of the condominium being ended by the cession of the New Hebrides to France as part of a larger settlement with that country. Australian action is imperative." Mr. Paton, in an interview, said the cable came from an unimpeachable source. It was a call for fresh effort. They were taking every step possible to place the gravity of the position before the authorities. <box>1683 133 1906 252</box>
article-subhead: THE ORDER OF BUSINESS. <box>1265 734 1379 744</box>
